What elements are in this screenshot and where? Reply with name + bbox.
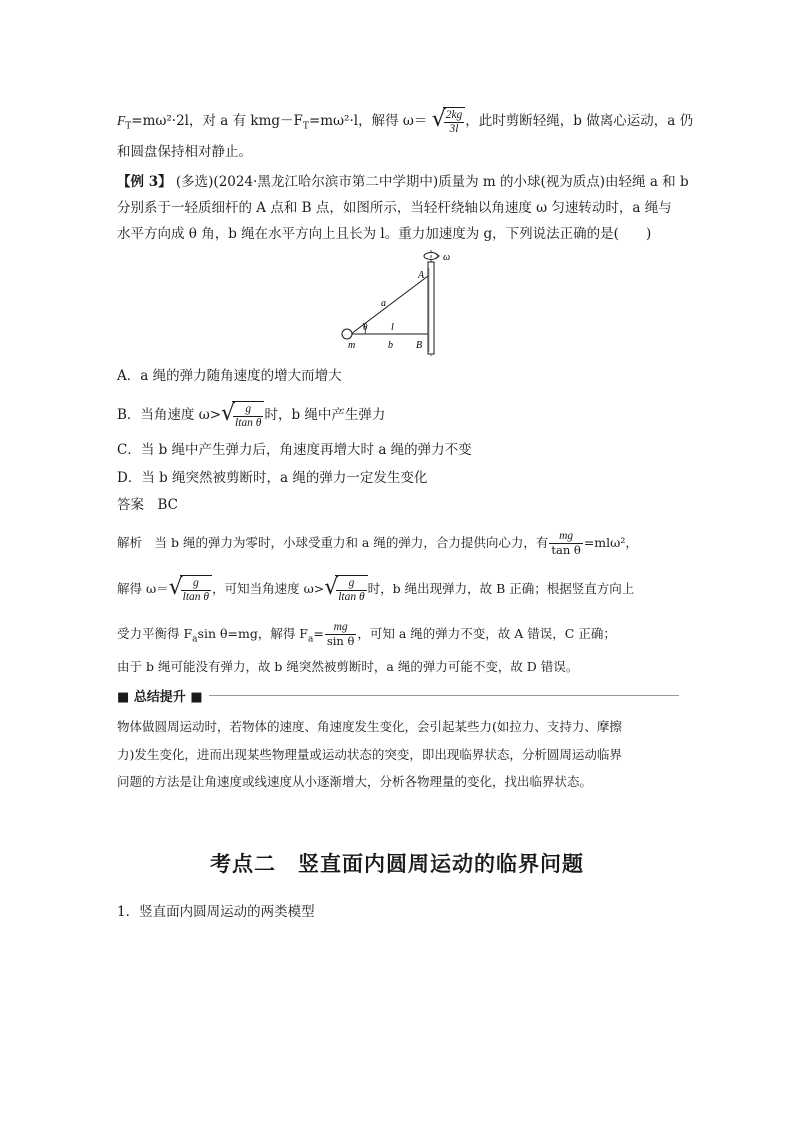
label-a: a <box>381 298 386 309</box>
intro-line-2: 和圆盘保持相对静止。 <box>117 144 252 160</box>
section-item-1: 1．竖直面内圆周运动的两类模型 <box>117 904 315 920</box>
fraction-numerator: mg <box>325 621 357 635</box>
analysis-text: 受力平衡得 F <box>117 626 193 641</box>
analysis-text: 解得 ω＝ <box>117 581 169 596</box>
option-a: A．a 绳的弹力随角速度的增大而增大 <box>117 368 342 384</box>
equation-tail: ，此时剪断轻绳，b 做离心运动，a 仍 <box>465 113 694 129</box>
option-b <box>117 401 385 430</box>
intro-line-1 <box>117 107 693 137</box>
fraction-numerator: g <box>336 577 366 591</box>
label-l: l <box>391 322 394 333</box>
fraction-denominator: ltan θ <box>338 591 365 603</box>
option-b-suffix: 时，b 绳中产生弹力 <box>264 407 386 423</box>
label-omega: ω <box>443 252 451 263</box>
fraction-numerator: g <box>181 577 211 591</box>
label-b: b <box>388 340 393 351</box>
option-c: C．当 b 绳中产生弹力后，角速度再增大时 a 绳的弹力不变 <box>117 442 472 458</box>
example-text: (多选)(2024·黑龙江哈尔滨市第二中学期中)质量为 m 的小球(视为质点)由轻绳 a 和 b <box>175 174 689 190</box>
example-line-1 <box>117 172 689 192</box>
sqrt-expression: √ $\frac{2kg}{3l}$ <box>432 107 466 136</box>
analysis-line-3 <box>117 621 616 650</box>
label-A: A <box>418 270 425 281</box>
fraction-denominator: ltan θ <box>235 417 262 429</box>
subscript: a <box>192 634 198 645</box>
label-B: B <box>416 340 423 351</box>
summary-line-2: 力)发生变化，进而出现某些物理量或运动状态的突变，即出现临界状态，分析圆周运动临界 <box>117 747 622 762</box>
section-title: 考点二 竖直面内圆周运动的临界问题 <box>210 852 584 876</box>
example-tag: 【例 3】 <box>117 174 172 190</box>
option-d: D．当 b 绳突然被剪断时，a 绳的弹力一定发生变化 <box>117 470 428 486</box>
rotating-rod-figure <box>335 248 465 358</box>
label-theta: θ <box>363 322 368 332</box>
equation-text: =mω²·l，解得 ω＝ <box>308 113 428 129</box>
analysis-line-4: 由于 b 绳可能没有弹力，故 b 绳突然被剪断时，a 绳的弹力可能不变，故 D 错误。 <box>117 659 579 674</box>
fraction-denominator: sin θ <box>326 634 355 648</box>
fraction-numerator: g <box>233 403 263 417</box>
analysis-text: ，可知 a 绳的弹力不变，故 A 错误，C 正确； <box>357 626 616 641</box>
ball <box>342 329 352 339</box>
equation-text: =mω²·2l，对 a 有 kmg－F <box>131 113 303 129</box>
subscript: a <box>307 634 314 645</box>
analysis-line-2 <box>117 575 634 604</box>
fraction-numerator: 2kg <box>445 109 463 121</box>
sqrt-expression: √ $\frac{g}{\text{ltan θ}}$ <box>169 575 212 604</box>
label-m: m <box>348 340 356 351</box>
equals: = <box>313 626 324 641</box>
analysis-text: 时，b 绳出现弹力，故 B 正确；根据竖直方向上 <box>367 581 635 596</box>
summary-title: ■ 总结提升 ■ <box>117 686 209 705</box>
example-line-2: 分别系于一轻质细杆的 A 点和 B 点，如图所示，当轻杆绕轴以角速度 ω 匀速转动时，a 绳与 <box>117 200 672 216</box>
force-symbol: F <box>117 113 126 128</box>
sqrt-expression: √ $\frac{g}{\text{ltan θ}}$ <box>324 575 367 604</box>
fraction-denominator: ltan θ <box>182 591 210 603</box>
fraction-denominator: 3l <box>449 123 459 135</box>
analysis-text: 解析 当 b 绳的弹力为零时，小球受重力和 a 绳的弹力，合力提供向心力，有 <box>117 535 549 550</box>
summary-line-3: 问题的方法是让角速度或线速度从小逐渐增大，分析各物理量的变化，找出临界状态。 <box>117 774 593 789</box>
fraction-numerator: mg <box>549 530 582 544</box>
analysis-text: sin θ=mg，解得 F <box>197 626 308 641</box>
example-line-3: 水平方向成 θ 角，b 绳在水平方向上且长为 l。重力加速度为 g，下列说法正确的是( ) <box>117 226 652 242</box>
subscript: T <box>302 121 309 132</box>
analysis-line-1 <box>117 530 638 557</box>
fraction-denominator: tan θ <box>551 543 581 557</box>
answer: 答案 BC <box>117 497 179 513</box>
subscript: T <box>125 121 132 132</box>
analysis-text: ，可知当角速度 ω> <box>212 581 325 596</box>
sqrt-expression: √ $\frac{g}{\text{ltan θ}}$ <box>221 401 264 430</box>
summary-line-1: 物体做圆周运动时，若物体的速度、角速度发生变化，会引起某些力(如拉力、支持力、摩擦 <box>117 719 622 734</box>
analysis-text: =mlω²， <box>583 535 638 550</box>
option-b-prefix: B．当角速度 ω> <box>117 407 222 423</box>
